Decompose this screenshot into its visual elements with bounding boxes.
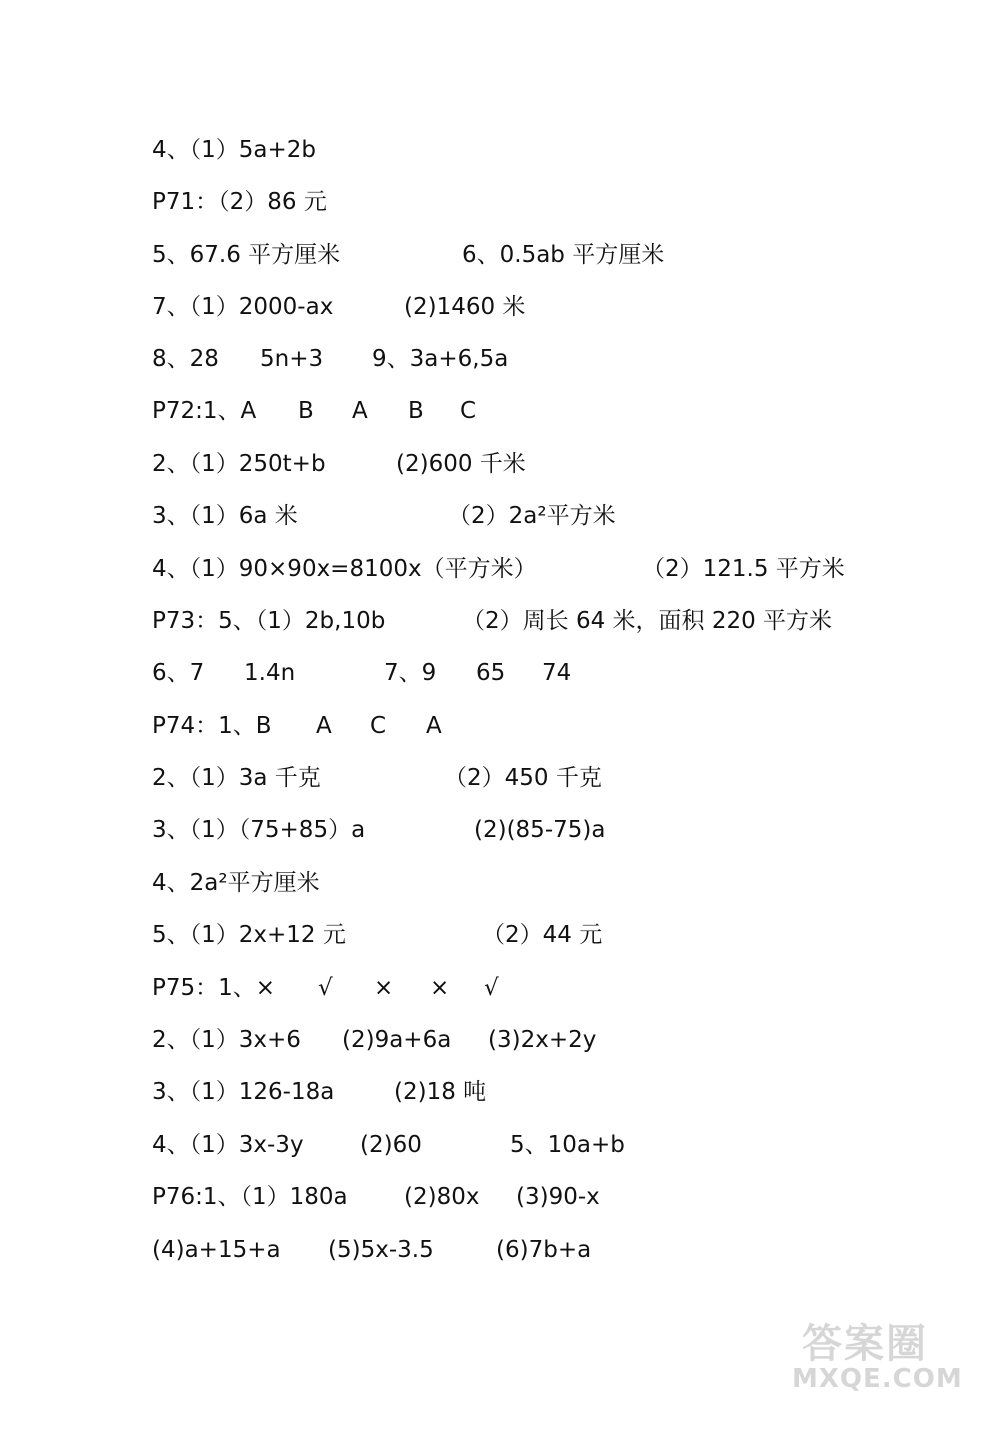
answer-line <box>152 810 606 850</box>
answer-text: × <box>374 975 394 1001</box>
answer-text: 65 <box>476 660 506 686</box>
answer-text: (5)5x-3.5 <box>328 1237 434 1263</box>
answer-text: 7、（1）2000-ax <box>152 294 334 320</box>
answer-text: (2)600 千米 <box>396 451 526 477</box>
answer-line <box>152 287 526 327</box>
answer-line <box>152 758 602 798</box>
answer-text: （2）44 元 <box>482 922 603 948</box>
answer-text: （2）2a²平方米 <box>448 503 616 529</box>
answer-text: 6、7 <box>152 660 205 686</box>
answer-line <box>152 130 316 170</box>
answer-text: (3)90-x <box>516 1184 600 1210</box>
answer-text: 3、（1）126-18a <box>152 1079 335 1105</box>
answer-text: 5n+3 <box>260 346 324 372</box>
answer-line <box>152 706 442 746</box>
watermark-domain: MXQE.COM <box>792 1364 963 1394</box>
answer-text: P71：（2）86 元 <box>152 189 327 215</box>
answer-text: × <box>430 975 450 1001</box>
answer-line <box>152 601 833 641</box>
answer-text: 8、28 <box>152 346 219 372</box>
answer-text: A <box>352 398 368 424</box>
answer-text: P74：1、B <box>152 713 272 739</box>
answer-text: 3、（1）（75+85）a <box>152 817 366 843</box>
answer-line <box>152 549 845 589</box>
answer-text: (2)18 吨 <box>394 1079 487 1105</box>
answer-text: （2）450 千克 <box>444 765 602 791</box>
answer-text: C <box>460 398 477 424</box>
answer-text: C <box>370 713 387 739</box>
answer-text: P73：5、（1）2b,10b <box>152 608 386 634</box>
answer-text: √ <box>484 975 499 1001</box>
answer-text: 4、（1）90×90x=8100x（平方米） <box>152 556 537 582</box>
answer-line <box>152 339 509 379</box>
answer-text: A <box>426 713 442 739</box>
answer-text: 2、（1）3x+6 <box>152 1027 301 1053</box>
answer-text: A <box>316 713 332 739</box>
answer-text: 2、（1）3a 千克 <box>152 765 321 791</box>
answer-line <box>152 1072 487 1112</box>
answer-text: （2）周长 64 米，面积 220 平方米 <box>462 608 833 634</box>
answer-text: 5、67.6 平方厘米 <box>152 242 341 268</box>
answer-line <box>152 1125 625 1165</box>
answer-text: 5、（1）2x+12 元 <box>152 922 346 948</box>
answer-text: 5、10a+b <box>510 1132 625 1158</box>
answer-text: (3)2x+2y <box>488 1027 597 1053</box>
watermark-title: 答案圈 <box>802 1321 928 1367</box>
answer-line <box>152 1230 592 1270</box>
answer-text: 9、3a+6,5a <box>372 346 509 372</box>
answer-text: P75：1、× <box>152 975 276 1001</box>
answer-text: (6)7b+a <box>496 1237 592 1263</box>
answer-line <box>152 391 477 431</box>
answer-text: (2)60 <box>360 1132 422 1158</box>
answer-text: 4、（1）3x-3y <box>152 1132 304 1158</box>
answer-text: 74 <box>542 660 572 686</box>
answer-text: 6、0.5ab 平方厘米 <box>462 242 665 268</box>
answer-line <box>152 915 603 955</box>
answer-text: （2）121.5 平方米 <box>642 556 845 582</box>
answer-line <box>152 182 327 222</box>
answer-line <box>152 968 499 1008</box>
answer-line <box>152 653 572 693</box>
answer-text: B <box>298 398 314 424</box>
watermark-logo <box>792 1312 982 1402</box>
answer-text: (2)9a+6a <box>342 1027 452 1053</box>
answer-text: (2)1460 米 <box>404 294 526 320</box>
answer-line <box>152 1020 597 1060</box>
answer-text: 1.4n <box>244 660 296 686</box>
answer-text: 4、（1）5a+2b <box>152 137 316 163</box>
answer-text: √ <box>318 975 333 1001</box>
answer-text: (2)80x <box>404 1184 480 1210</box>
answer-text: 7、9 <box>384 660 437 686</box>
answer-text: (4)a+15+a <box>152 1237 281 1263</box>
answer-line <box>152 1177 600 1217</box>
answer-line <box>152 444 526 484</box>
answer-line <box>152 235 665 275</box>
answer-line <box>152 863 320 903</box>
answer-text: B <box>408 398 424 424</box>
answer-text: P72:1、A <box>152 398 257 424</box>
answer-text: 2、（1）250t+b <box>152 451 326 477</box>
answer-text: 4、2a²平方厘米 <box>152 870 320 896</box>
answer-text: (2)(85-75)a <box>474 817 606 843</box>
answer-text: P76:1、（1）180a <box>152 1184 348 1210</box>
answer-line <box>152 496 616 536</box>
answer-text: 3、（1）6a 米 <box>152 503 298 529</box>
